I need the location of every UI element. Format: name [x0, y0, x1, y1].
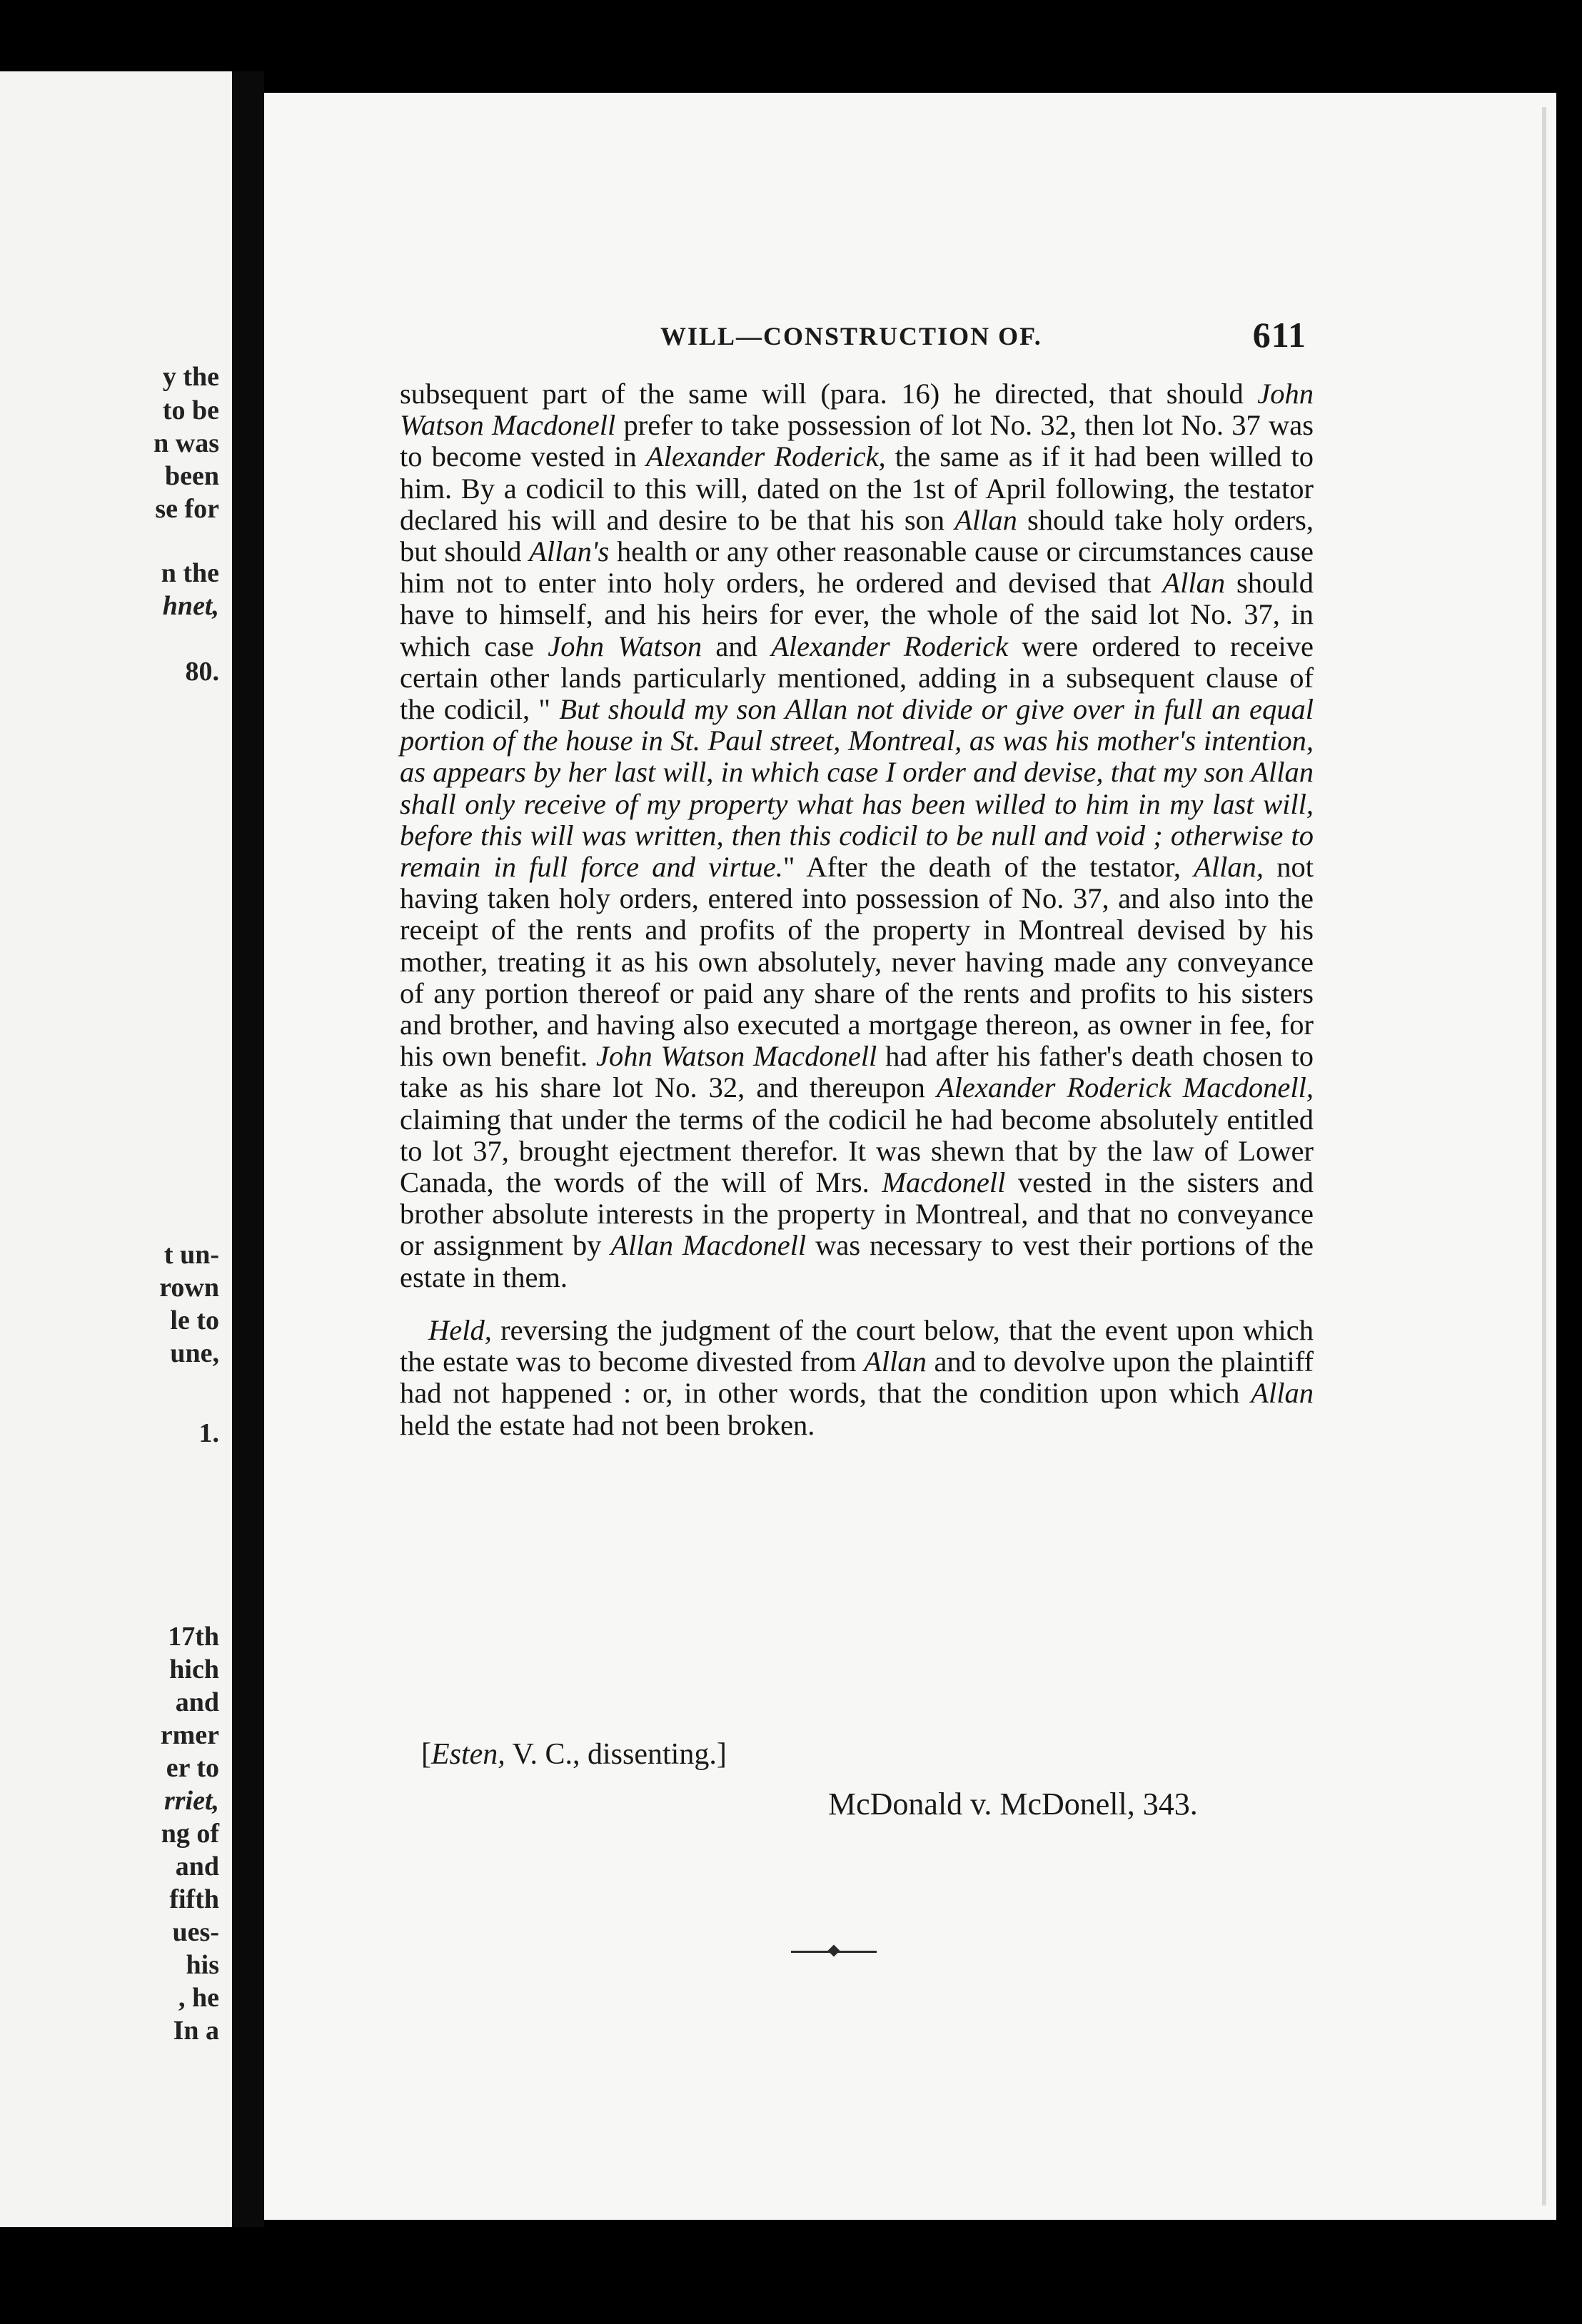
- left-page-line-fragment: le to: [170, 1305, 219, 1335]
- left-page-line-fragment: hich: [169, 1654, 219, 1684]
- text-run: health or any other reasonable cause or circumstances cause him not to enter into holy orders, he ordered and devised that: [400, 535, 1314, 600]
- text-run: reversing the judgment of the court below, that the event upon which the estate was to become divested from: [400, 1313, 1314, 1378]
- left-page-line-fragment: to be: [162, 395, 219, 425]
- left-page-line-fragment: une,: [170, 1338, 219, 1368]
- text-run: were ordered to receive certain other lands particularly mentioned, adding in a subsequent clause of the codicil, ": [400, 630, 1314, 726]
- left-page-line-fragment: , he: [178, 1983, 219, 2013]
- text-run: claiming that under the terms of the codicil he had become absolutely entitled to lot 37, brought ejectment therefor. It was shewn that by the law of Lower Canada, the words of the will of Mrs.: [400, 1103, 1314, 1199]
- running-head: WILL—CONSTRUCTION OF.: [660, 322, 1042, 350]
- dissent-rest: V. C., dissenting.]: [505, 1738, 727, 1771]
- left-page-line-fragment: In a: [173, 2016, 219, 2046]
- left-page-line-fragment: 80.: [185, 657, 219, 687]
- text-run: John Watson Macdonell: [596, 1040, 877, 1073]
- text-run: not having taken holy orders, entered into possession of No. 37, and also into the receipt of the rents and profits of the property in Montreal devised by his mother, treating it as his own absolutely, never having made any conveyance of any portion thereof or paid any share of the rents and profits to his sisters and brother, and having also executed a mortgage thereon, as owner in fee, for his own benefit.: [400, 851, 1314, 1073]
- left-page-line-fragment: his: [186, 1950, 219, 1980]
- left-page-line-fragment: n was: [153, 428, 219, 458]
- left-page-line-fragment: rriet,: [163, 1786, 219, 1816]
- ornament-rule-icon: [791, 1945, 877, 1959]
- text-run: Allan: [1162, 567, 1226, 600]
- text-run: Alexander Roderick,: [645, 440, 886, 473]
- left-page-line-fragment: 1.: [198, 1418, 219, 1448]
- dissent-note: [421, 1737, 727, 1772]
- text-run: subsequent part of the same will (para. 16) he directed, that should: [400, 378, 1258, 410]
- left-page-line-fragment: and: [175, 1687, 219, 1717]
- text-run: " After the death of the testator,: [782, 851, 1194, 884]
- text-run: Allan,: [1194, 851, 1264, 884]
- text-run: John Watson: [548, 630, 702, 662]
- text-run: should have to himself, and his heirs for ever, the whole of the said lot No. 37, in which case: [400, 567, 1314, 662]
- left-page-line-fragment: hnet,: [162, 591, 219, 621]
- left-page-fragment: [0, 71, 232, 2227]
- left-page-line-fragment: 17th: [168, 1622, 219, 1652]
- text-run: had after his father's death chosen to take as his share lot No. 32, and thereupon: [400, 1040, 1314, 1104]
- page-edge: [1542, 107, 1546, 2206]
- left-page-line-fragment: ues-: [172, 1917, 219, 1947]
- left-page-line-fragment: er to: [166, 1753, 219, 1783]
- left-page-line-fragment: n the: [161, 558, 219, 588]
- text-run: and: [702, 630, 772, 662]
- case-citation: McDonald v. McDonell, 343.: [828, 1787, 1198, 1822]
- text-run: should take holy orders, but should: [400, 503, 1314, 568]
- text-run: vested in the sisters and brother absolute interests in the property in Montreal, and that no conveyance or assignment by: [400, 1166, 1314, 1262]
- body-text: [400, 378, 1314, 1441]
- left-page-line-fragment: and: [175, 1851, 219, 1881]
- text-run: Alexander Roderick Macdonell,: [936, 1071, 1314, 1104]
- left-page-line-fragment: rown: [159, 1273, 219, 1303]
- text-run: Allan: [864, 1345, 927, 1378]
- left-page-line-fragment: ng of: [161, 1819, 219, 1849]
- text-run: Held,: [428, 1313, 492, 1346]
- dissent-judge: Esten,: [431, 1738, 505, 1771]
- text-run: But should my son Allan not divide or give over in full an equal portion of the house in St. Paul street, Montreal, as was his mother's intention, as appears by her last will, in which case I order and devise, that my son Allan shall only receive of my property what has been willed to him in my last will, before this will was written, then this codicil to be null and void ; otherwise to remain in full force and virtue.: [400, 693, 1314, 884]
- text-run: Allan Macdonell: [610, 1229, 807, 1262]
- left-page-line-fragment: rmer: [160, 1720, 219, 1750]
- text-run: was necessary to vest their portions of the estate in them.: [400, 1229, 1314, 1293]
- text-run: held the estate had not been broken.: [400, 1408, 815, 1441]
- left-page-line-fragment: been: [165, 461, 219, 491]
- case-paragraph: [400, 378, 1314, 1293]
- text-run: John Watson Macdonell: [400, 378, 1314, 442]
- text-run: prefer to take possession of lot No. 32, then lot No. 37 was to become vested in: [400, 409, 1314, 473]
- text-run: and to devolve upon the plaintiff had not happened : or, in other words, that the condition upon which: [400, 1345, 1314, 1410]
- page-number: 611: [1252, 315, 1306, 355]
- text-run: Allan's: [529, 535, 610, 568]
- book-gutter: [232, 71, 264, 2227]
- text-run: the same as if it had been willed to him. By a codicil to this will, dated on the 1st of April following, the testator declared his will and desire to be that his son: [400, 440, 1314, 536]
- text-run: Macdonell: [882, 1166, 1006, 1199]
- dissent-open: [: [421, 1738, 431, 1771]
- left-page-line-fragment: fifth: [169, 1884, 219, 1914]
- text-run: Allan: [1251, 1377, 1314, 1410]
- left-page-line-fragment: y the: [162, 362, 219, 392]
- text-run: Alexander Roderick: [771, 630, 1009, 662]
- left-page-line-fragment: se for: [155, 494, 219, 524]
- holding-paragraph: [400, 1315, 1314, 1441]
- text-run: Allan: [954, 503, 1017, 536]
- left-page-line-fragment: t un-: [163, 1240, 219, 1270]
